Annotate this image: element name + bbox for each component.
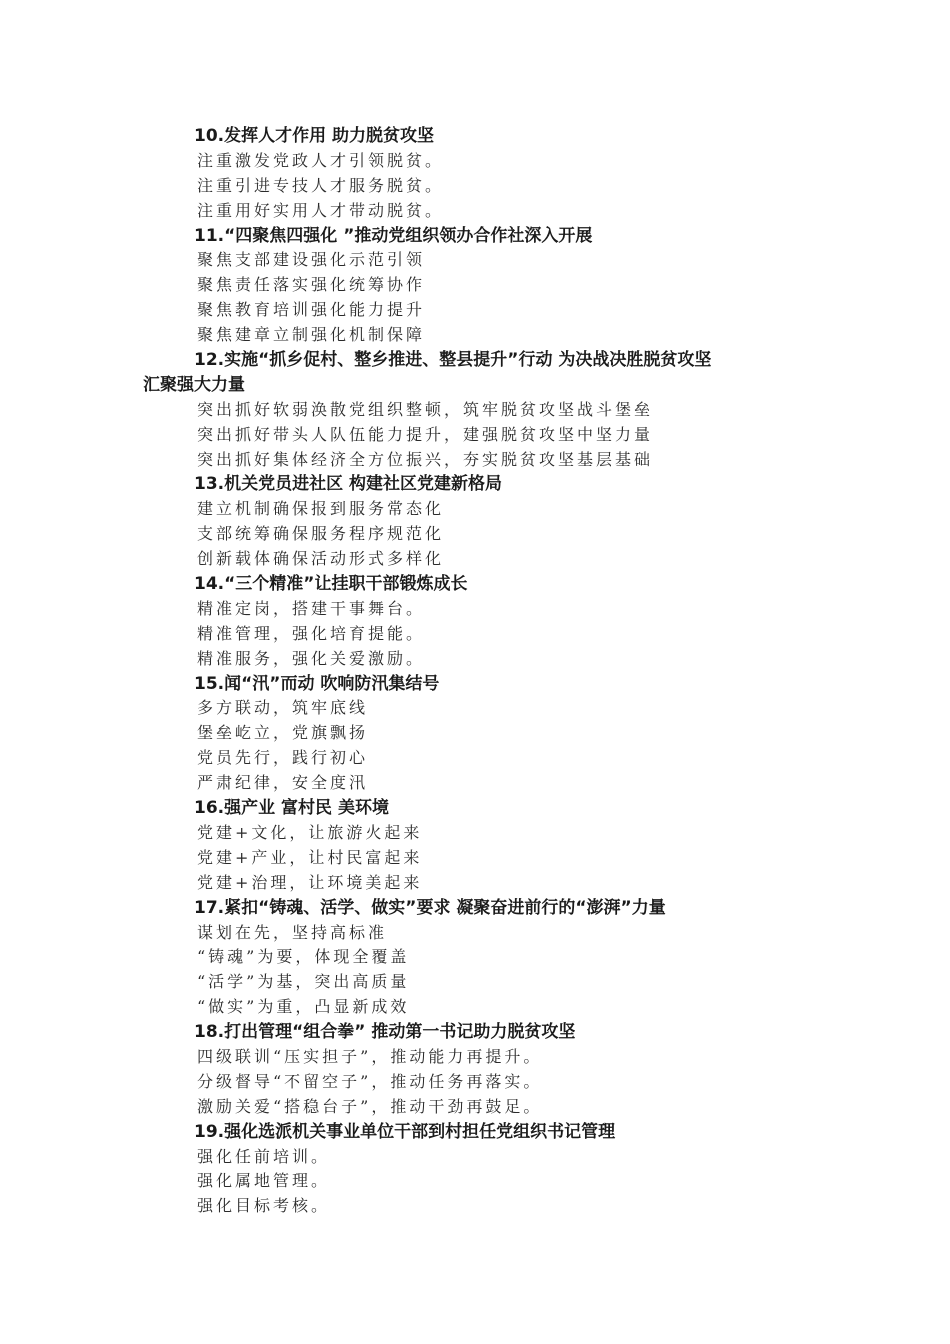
list-item: “做实”为重，凸显新成效: [197, 997, 410, 1017]
list-item: 谋划在先，坚持高标准: [197, 922, 388, 942]
list-item: 精准管理，强化培育提能。: [197, 623, 426, 643]
list-item: 严肃纪律，安全度汛: [197, 773, 369, 793]
list-item: 强化属地管理。: [197, 1171, 331, 1191]
list-item: 突出抓好软弱涣散党组织整顿，筑牢脱贫攻坚战斗堡垒: [197, 399, 654, 419]
section-heading: 19.强化选派机关事业单位干部到村担任党组织书记管理: [194, 1121, 616, 1142]
list-item: 多方联动，筑牢底线: [197, 698, 369, 718]
list-item: 四级联训“压实担子”，推动能力再提升。: [197, 1046, 543, 1066]
list-item: 突出抓好集体经济全方位振兴，夯实脱贫攻坚基层基础: [197, 449, 654, 469]
section-heading: 15.闻“汛”而动 吹响防汛集结号: [194, 673, 440, 694]
list-item: 党建+产业，让村民富起来: [197, 847, 423, 867]
section-heading: 10.发挥人才作用 助力脱贫攻坚: [194, 126, 435, 146]
section-heading: 13.机关党员进社区 构建社区党建新格局: [194, 474, 503, 495]
list-item: 聚焦支部建设强化示范引领: [197, 250, 426, 270]
list-item: 支部统筹确保服务程序规范化: [197, 524, 445, 544]
section-heading: 17.紧扣“铸魂、活学、做实”要求 凝聚奋进前行的“澎湃”力量: [194, 897, 666, 918]
list-item: 注重引进专技人才服务脱贫。: [197, 175, 445, 195]
section-heading: 16.强产业 富村民 美环境: [194, 798, 389, 819]
list-item: 创新载体确保活动形式多样化: [197, 549, 445, 569]
document-page: [0, 124, 950, 1219]
section-heading: 11.“四聚焦四强化 ”推动党组织领办合作社深入开展: [194, 225, 593, 246]
list-item: “铸魂”为要，体现全覆盖: [197, 947, 410, 967]
list-item: 分级督导“不留空子”，推动任务再落实。: [197, 1071, 543, 1091]
list-item: 堡垒屹立，党旗飘扬: [197, 723, 369, 743]
list-item: 强化任前培训。: [197, 1146, 331, 1166]
list-item: 聚焦教育培训强化能力提升: [197, 300, 426, 320]
list-item: 精准服务，强化关爱激励。: [197, 648, 426, 668]
list-item: 突出抓好带头人队伍能力提升，建强脱贫攻坚中坚力量: [197, 424, 654, 444]
list-item: 党建+文化，让旅游火起来: [197, 822, 423, 842]
list-item: 党员先行，践行初心: [197, 748, 369, 768]
list-item: 精准定岗，搭建干事舞台。: [197, 598, 426, 618]
section-heading: 18.打出管理“组合拳” 推动第一书记助力脱贫攻坚: [194, 1022, 576, 1043]
list-item: 注重用好实用人才带动脱贫。: [197, 200, 445, 220]
list-item: “活学”为基，突出高质量: [197, 972, 410, 992]
list-item: 激励关爱“搭稳台子”，推动干劲再鼓足。: [197, 1096, 543, 1116]
list-item: 党建+治理，让环境美起来: [197, 872, 423, 892]
list-item: 聚焦责任落实强化统筹协作: [197, 275, 426, 295]
list-item: 注重激发党政人才引领脱贫。: [197, 150, 445, 170]
list-item: 强化目标考核。: [197, 1196, 331, 1216]
section-heading: 14.“三个精准”让挂职干部锻炼成长: [194, 574, 468, 595]
list-item: 聚焦建章立制强化机制保障: [197, 325, 426, 345]
list-item: 建立机制确保报到服务常态化: [197, 499, 445, 519]
section-heading-continuation: 汇聚强大力量: [143, 374, 245, 395]
section-heading: 12.实施“抓乡促村、整乡推进、整县提升”行动 为决战决胜脱贫攻坚: [194, 350, 712, 371]
